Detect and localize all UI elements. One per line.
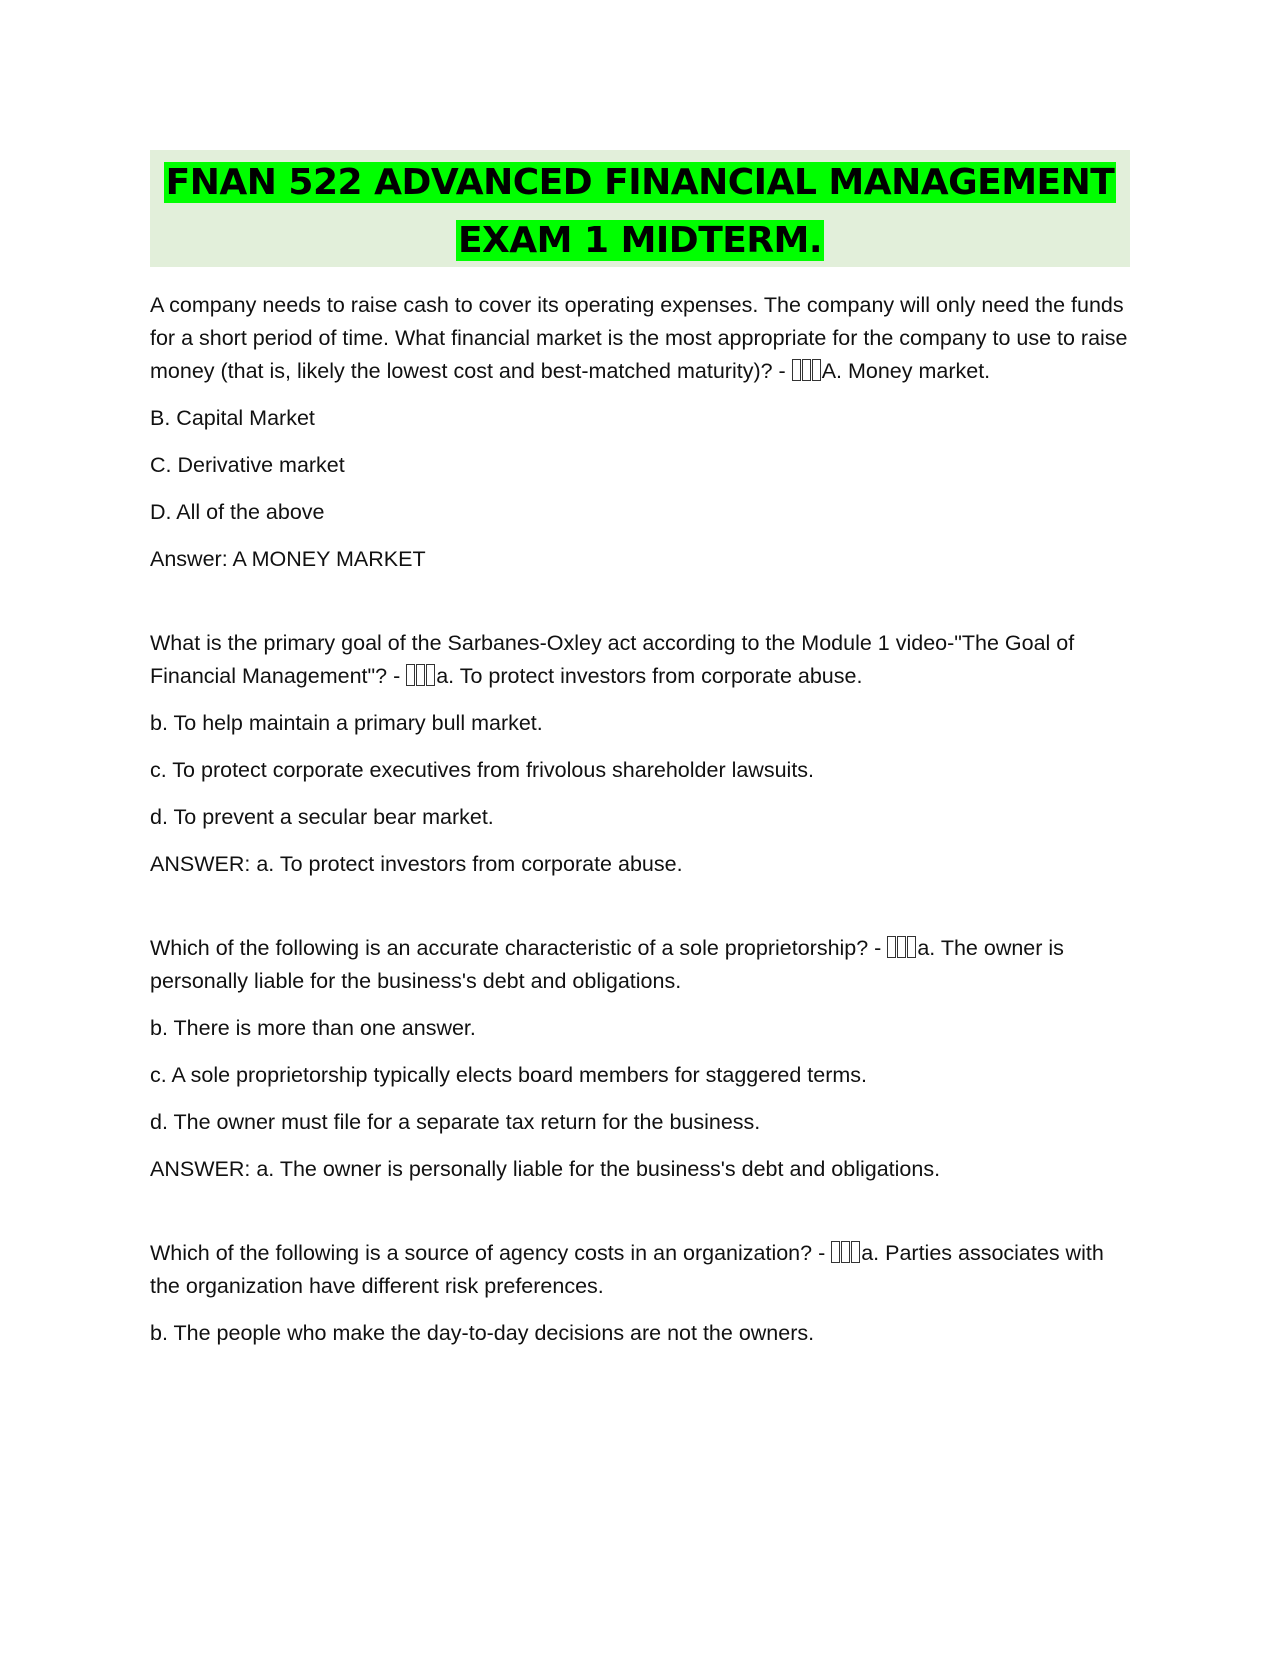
answer-option: b. To help maintain a primary bull market.: [150, 711, 543, 735]
question-stem: [150, 627, 1130, 693]
title-band: [150, 150, 1130, 267]
answer-option: B. Capital Market: [150, 406, 315, 430]
answer-option: b. The people who make the day-to-day decisions are not the owners.: [150, 1321, 815, 1345]
spacer: [150, 576, 1130, 627]
question-text: Which of the following is an accurate characteristic of a sole proprietorship? -: [150, 936, 888, 960]
missing-glyph-icon: [907, 936, 916, 958]
question-text: Which of the following is a source of agency costs in an organization? -: [150, 1241, 832, 1265]
option-a-text: a. Parties associates with the organization have different risk preferences.: [150, 1241, 1104, 1298]
missing-glyph-icon: [426, 664, 435, 686]
question-block-3: [150, 932, 1130, 1186]
answer-option: b. There is more than one answer.: [150, 1016, 476, 1040]
missing-glyph-icon: [841, 1241, 850, 1263]
answer-line: Answer: A MONEY MARKET: [150, 547, 426, 571]
question-stem: [150, 289, 1130, 388]
answer-line: ANSWER: a. The owner is personally liable for the business's debt and obligations.: [150, 1157, 941, 1181]
document-page: [150, 150, 1130, 1350]
document-title-line-1: FNAN 522 ADVANCED FINANCIAL MANAGEMENT: [165, 162, 1115, 203]
answer-option: d. The owner must file for a separate tax return for the business.: [150, 1110, 761, 1134]
question-block-2: [150, 627, 1130, 881]
spacer: [150, 1186, 1130, 1237]
option-a-text: a. The owner is personally liable for the business's debt and obligations.: [150, 936, 1064, 993]
option-a-text: a. To protect investors from corporate abuse.: [436, 664, 863, 688]
missing-glyph-icon: [851, 1241, 860, 1263]
missing-glyph-icon: [887, 936, 896, 958]
question-text: What is the primary goal of the Sarbanes-Oxley act according to the Module 1 video-"The Goal of Financial Management"? -: [150, 631, 1075, 688]
missing-glyph-icon: [831, 1241, 840, 1263]
missing-glyph-icon: [792, 359, 801, 381]
missing-glyph-icon: [406, 664, 415, 686]
missing-glyph-icon: [897, 936, 906, 958]
spacer: [150, 881, 1130, 932]
answer-option: d. To prevent a secular bear market.: [150, 805, 494, 829]
document-title-line-2: EXAM 1 MIDTERM.: [457, 220, 823, 261]
answer-option: D. All of the above: [150, 500, 325, 524]
missing-glyph-icon: [416, 664, 425, 686]
answer-option: c. To protect corporate executives from frivolous shareholder lawsuits.: [150, 758, 815, 782]
missing-glyph-icon: [812, 359, 821, 381]
question-block-1: [150, 289, 1130, 576]
option-a-text: A. Money market.: [821, 359, 991, 383]
missing-glyph-icon: [802, 359, 811, 381]
question-stem: [150, 1237, 1130, 1303]
question-text: A company needs to raise cash to cover its operating expenses. The company will only need the funds for a short period of time. What financial market is the most appropriate for the company to use to raise money (that is, likely the lowest cost and best-matched maturity)? -: [150, 293, 1128, 383]
question-stem: [150, 932, 1130, 998]
question-block-4: [150, 1237, 1130, 1350]
answer-option: C. Derivative market: [150, 453, 345, 477]
answer-line: ANSWER: a. To protect investors from corporate abuse.: [150, 852, 683, 876]
answer-option: c. A sole proprietorship typically elects board members for staggered terms.: [150, 1063, 867, 1087]
